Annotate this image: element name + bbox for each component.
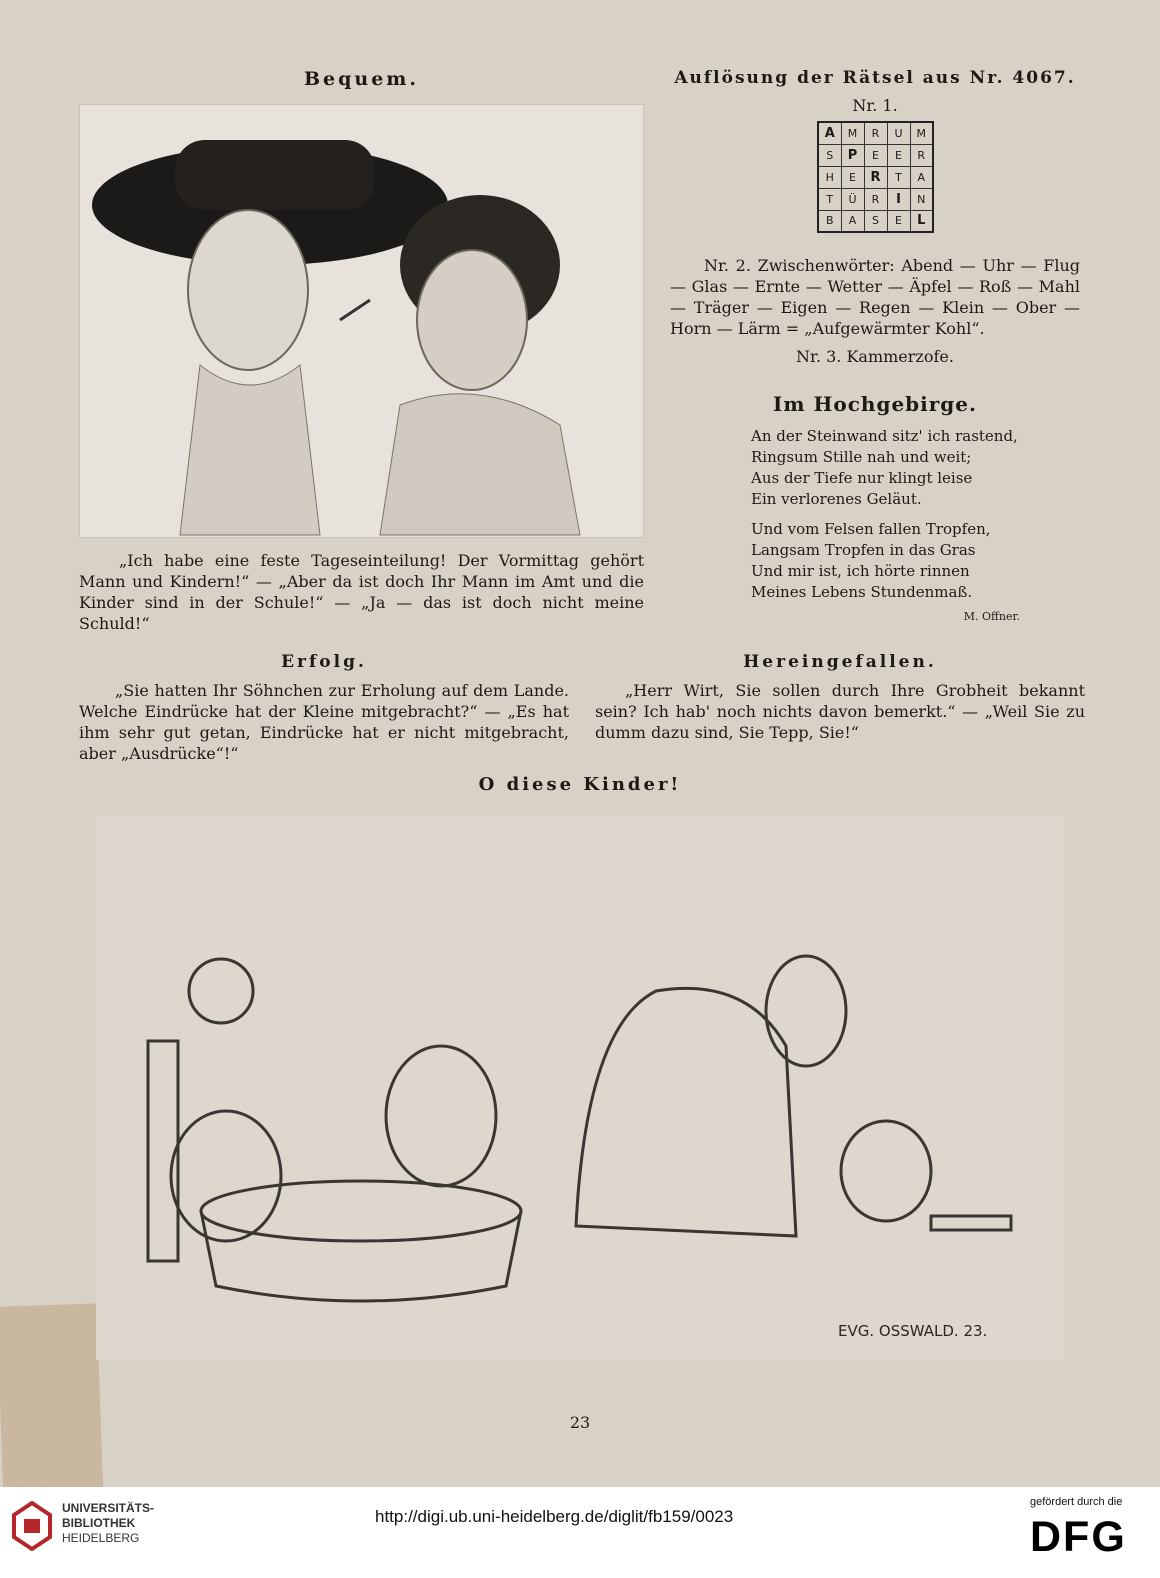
poem-author: M. Offner. <box>963 610 1020 623</box>
grid-cell: U <box>887 122 910 144</box>
grid-row <box>818 210 933 232</box>
poem-title: Im Hochgebirge. <box>773 392 977 416</box>
solution-nr2-text: Nr. 2. Zwischenwörter: Abend — Uhr — Flug — Glas — Ernte — Wetter — Äpfel — Roß — Mahl — Träger — Eigen — Regen — Klein — Ober — Horn — Lärm = „Aufgewärmter Kohl“. <box>670 256 1080 338</box>
mother-rabbit-head-shape <box>766 956 846 1066</box>
poem-line: An der Steinwand sitz' ich rastend, <box>751 427 1018 445</box>
article-text-hereingefallen: „Herr Wirt, Sie sollen durch Ihre Grobheit bekannt sein? Ich hab' noch nichts davon bemerkt.“ — „Weil Sie zu dumm dazu sind, Sie Tepp, Sie!“ <box>595 681 1085 742</box>
grid-cell: E <box>887 210 910 232</box>
grid-cell: R <box>864 122 887 144</box>
solution-nr3-text: Nr. 3. Kammerzofe. <box>796 347 954 366</box>
grid-cell: A <box>841 210 864 232</box>
rabbit-right-shape <box>841 1121 931 1221</box>
face-right-shape <box>417 250 527 390</box>
rabbit-middle-shape <box>386 1046 496 1186</box>
grid-cell: R <box>864 166 887 188</box>
grid-cell: I <box>887 188 910 210</box>
illustration-rabbits-bath <box>96 816 1064 1360</box>
cartoon-title: O diese Kinder! <box>478 774 682 795</box>
cigarette-shape <box>340 300 370 320</box>
poem-line: Meines Lebens Stundenmaß. <box>751 583 973 601</box>
illustration-two-women-drawing <box>80 105 645 539</box>
digitization-footer <box>0 1487 1160 1578</box>
grid-cell: B <box>818 210 841 232</box>
tub-rim-shape <box>201 1181 521 1241</box>
grid-row <box>818 122 933 144</box>
mother-rabbit-dress-shape <box>576 988 796 1236</box>
paper-stain <box>0 1303 103 1487</box>
library-name-line: BIBLIOTHEK <box>62 1516 136 1530</box>
body-left-shape <box>180 365 320 535</box>
grid-cell: R <box>864 188 887 210</box>
library-name-line: HEIDELBERG <box>62 1531 140 1545</box>
stool-shape <box>931 1216 1011 1230</box>
illustration-two-women <box>79 104 644 538</box>
grid-row <box>818 188 933 210</box>
hat-crown-shape <box>175 140 375 210</box>
page-number: 23 <box>569 1413 591 1432</box>
grid-cell: R <box>910 144 933 166</box>
grid-cell: T <box>818 188 841 210</box>
grid-cell: N <box>910 188 933 210</box>
grid-cell: P <box>841 144 864 166</box>
illustration-rabbits-drawing <box>96 816 1064 1360</box>
grid-cell: A <box>818 122 841 144</box>
grid-cell: E <box>887 144 910 166</box>
face-left-shape <box>188 210 308 370</box>
permalink-url[interactable]: http://digi.ub.uni-heidelberg.de/diglit/fb159/0023 <box>375 1507 734 1526</box>
poem-line: Ein verlorenes Geläut. <box>751 490 922 508</box>
solution-nr1-label: Nr. 1. <box>852 96 898 115</box>
rabbit-left-shape <box>171 1111 281 1241</box>
grid-cell: S <box>864 210 887 232</box>
dfg-logo: DFG <box>1030 1513 1127 1561</box>
grid-cell: T <box>887 166 910 188</box>
article-title-bequem: Bequem. <box>303 68 420 90</box>
puzzle-solution-grid <box>817 121 934 233</box>
grid-cell: E <box>841 166 864 188</box>
grid-cell: L <box>910 210 933 232</box>
poem-line: Und mir ist, ich hörte rinnen <box>751 562 970 580</box>
article-title-erfolg: Erfolg. <box>281 652 367 672</box>
grid-cell: M <box>841 122 864 144</box>
poem-line: Langsam Tropfen in das Gras <box>751 541 976 559</box>
grid-cell: S <box>818 144 841 166</box>
grid-row <box>818 166 933 188</box>
grid-cell: A <box>910 166 933 188</box>
poem-line: Ringsum Stille nah und weit; <box>751 448 972 466</box>
grid-cell: H <box>818 166 841 188</box>
poem-line: Und vom Felsen fallen Tropfen, <box>751 520 991 538</box>
article-title-hereingefallen: Hereingefallen. <box>743 652 937 672</box>
poem-line: Aus der Tiefe nur klingt leise <box>751 469 973 487</box>
tub-body-shape <box>201 1211 521 1301</box>
grid-cell: M <box>910 122 933 144</box>
article-caption-bequem: „Ich habe eine feste Tageseinteilung! Der Vormittag gehört Mann und Kindern!“ — „Aber da ist doch Ihr Mann im Amt und die Kinder sind in der Schule!“ — „Ja — das ist doch nicht meine Schuld!“ <box>79 551 644 633</box>
university-library-logo-icon <box>12 1501 52 1551</box>
body-right-shape <box>380 394 580 535</box>
artist-signature: EVG. OSSWALD. 23. <box>838 1322 988 1340</box>
grid-cell: Ü <box>841 188 864 210</box>
article-text-erfolg: „Sie hatten Ihr Söhnchen zur Erholung auf dem Lande. Welche Eindrücke hat der Kleine mitgebracht?“ — „Es hat ihm sehr gut getan, Eindrücke hat er nicht mitgebracht, aber „Ausdrücke“!“ <box>79 681 569 763</box>
rabbit-faucet-shape <box>189 959 253 1023</box>
grid-row <box>818 144 933 166</box>
grid-cell: E <box>864 144 887 166</box>
solutions-title: Auflösung der Rätsel aus Nr. 4067. <box>674 68 1076 88</box>
library-name-line: UNIVERSITÄTS- <box>62 1501 155 1515</box>
funding-note: gefördert durch die <box>1030 1496 1123 1508</box>
